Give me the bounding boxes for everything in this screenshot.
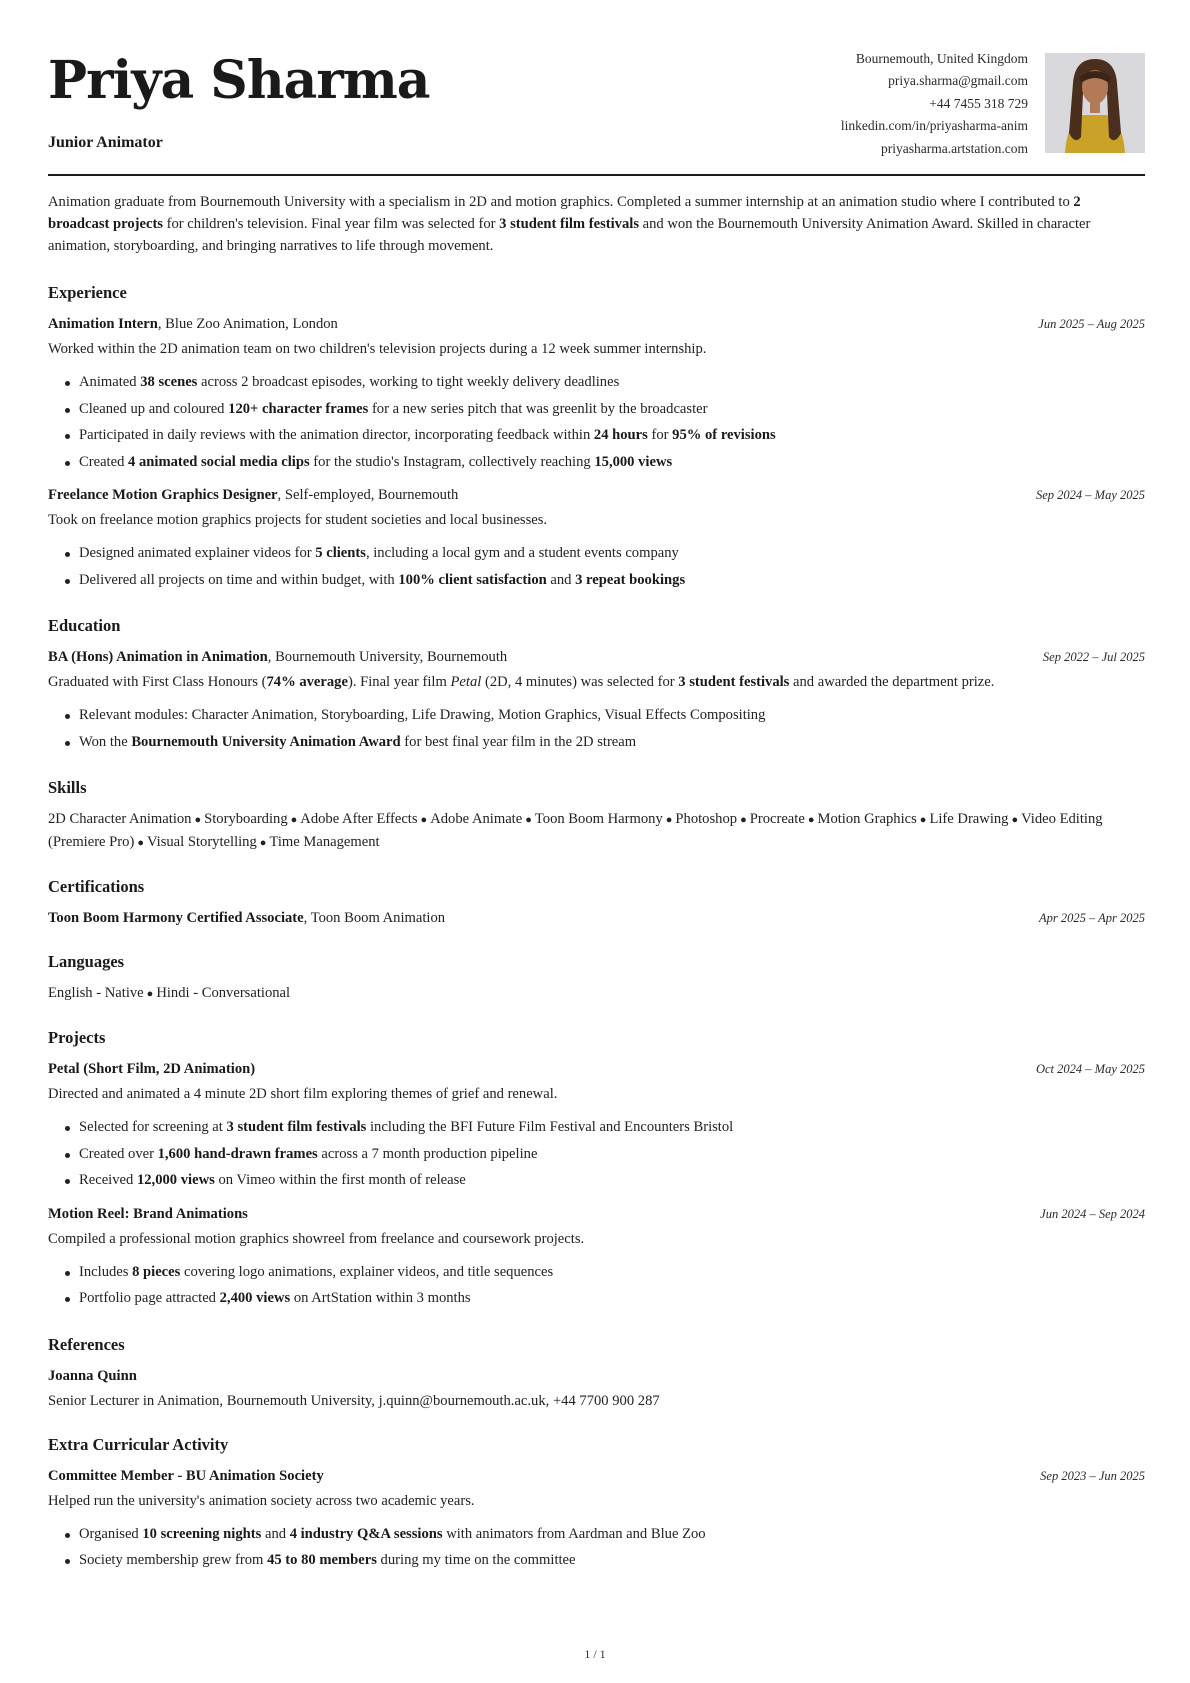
entry-header xyxy=(48,313,1145,335)
page-indicator: 1 / 1 xyxy=(584,1647,606,1661)
entry-heading xyxy=(48,1365,137,1387)
entry-header xyxy=(48,1203,1145,1225)
entry-heading xyxy=(48,907,445,929)
emphasis-text: 3 student film festivals xyxy=(226,1119,367,1135)
bullet-list xyxy=(48,1259,1145,1312)
emphasis-text: 10 screening nights xyxy=(142,1525,262,1542)
section-experience xyxy=(48,282,1145,593)
bullet-item: Society membership grew from 45 to 80 members during my time on the committee xyxy=(79,1547,1145,1574)
contact-location: Bournemouth, United Kingdom xyxy=(855,51,1028,66)
bullet-list xyxy=(48,369,1145,475)
resume-body xyxy=(48,191,1145,1596)
bullet-item: Created 4 animated social media clips for the studio's Instagram, collectively reaching 15,000 views xyxy=(79,449,1145,476)
list-item: Hindi - Conversational xyxy=(156,985,291,1001)
emphasis-text: 95% of revisions xyxy=(672,427,776,443)
entry-organization: , Self-employed, Bournemouth xyxy=(277,487,459,503)
emphasis-text: 45 to 80 members xyxy=(267,1552,377,1568)
bullet-item: Relevant modules: Character Animation, Storyboarding, Life Drawing, Motion Graphics, Visual Effects Compositing xyxy=(79,702,1145,729)
entry-description: Directed and animated a 4 minute 2D short film exploring themes of grief and renewal. xyxy=(48,1086,558,1102)
emphasis-text: 38 scenes xyxy=(140,374,198,390)
list-item: Time Management xyxy=(269,834,380,850)
section-certifications xyxy=(48,876,1145,929)
emphasis-text: 120+ character frames xyxy=(228,400,369,417)
emphasis-text: 3 student film festivals xyxy=(499,216,639,232)
entry-date: Sep 2023 – Jun 2025 xyxy=(1040,1468,1145,1483)
list-item: Adobe Animate xyxy=(430,811,523,827)
section-extracurricular xyxy=(48,1434,1145,1574)
entry xyxy=(48,907,1145,929)
entry-header xyxy=(48,907,1145,929)
job-title: Junior Animator xyxy=(48,134,163,151)
emphasis-text: 3 repeat bookings xyxy=(575,571,686,588)
bullet-separator: ● xyxy=(194,814,202,826)
section-references xyxy=(48,1334,1145,1412)
entry xyxy=(48,484,1145,593)
section-skills xyxy=(48,777,1145,854)
entry-role: BA (Hons) Animation in Animation xyxy=(48,649,268,665)
bullet-list xyxy=(48,1521,1145,1574)
entry xyxy=(48,1365,1145,1412)
entry-date: Apr 2025 – Apr 2025 xyxy=(1038,911,1145,925)
header-divider xyxy=(48,174,1145,176)
entry-date: Jun 2025 – Aug 2025 xyxy=(1038,317,1145,331)
emphasis-text: 74% average xyxy=(266,674,348,690)
resume-page xyxy=(48,0,1145,1568)
bullet-separator: ● xyxy=(259,837,267,849)
section-title: Education xyxy=(48,616,121,635)
list-item: Storyboarding xyxy=(204,811,288,827)
list-item: Toon Boom Harmony xyxy=(534,811,663,827)
entry-date: Oct 2024 – May 2025 xyxy=(1035,1062,1145,1076)
entry-header xyxy=(48,1365,1145,1387)
bullet-item: Designed animated explainer videos for 5 clients, including a local gym and a student events company xyxy=(79,540,1145,567)
languages-list xyxy=(48,982,1145,1005)
contact-block xyxy=(841,48,1028,160)
emphasis-text: 4 industry Q&A sessions xyxy=(289,1525,443,1542)
emphasis-text: 4 animated social media clips xyxy=(128,453,310,470)
entry-role: Joanna Quinn xyxy=(48,1367,137,1384)
section-title: References xyxy=(48,1334,125,1354)
section-title: Certifications xyxy=(48,877,145,896)
section-title: Skills xyxy=(48,778,87,797)
bullet-item: Cleaned up and coloured 120+ character frames for a new series pitch that was greenlit by the broadcaster xyxy=(79,396,1145,423)
entry xyxy=(48,313,1145,475)
bullet-separator: ● xyxy=(290,814,298,826)
list-item: English - Native xyxy=(48,985,144,1001)
entry-date: Jun 2024 – Sep 2024 xyxy=(1040,1206,1145,1221)
entry-heading xyxy=(48,484,458,506)
contact-phone[interactable]: +44 7455 318 729 xyxy=(929,95,1028,111)
entry-heading xyxy=(48,646,507,668)
emphasis-text: Bournemouth University Animation Award xyxy=(131,733,401,750)
entry xyxy=(48,1058,1145,1194)
list-item: Life Drawing xyxy=(929,811,1009,827)
emphasis-text: 24 hours xyxy=(593,427,648,443)
portrait-image xyxy=(1045,53,1145,153)
skills-list xyxy=(48,808,1145,854)
bullet-item: Participated in daily reviews with the animation director, incorporating feedback within 24 hours for 95% of revisions xyxy=(79,422,1145,449)
resume-header xyxy=(48,0,1145,176)
bullet-separator: ● xyxy=(137,837,144,849)
bullet-item: Portfolio page attracted 2,400 views on ArtStation within 3 months xyxy=(79,1285,1145,1312)
entry-role: Freelance Motion Graphics Designer xyxy=(48,487,278,503)
bullet-separator: ● xyxy=(740,814,747,826)
entry-description: Worked within the 2D animation team on two children's television projects during a 12 week summer internship. xyxy=(48,341,707,357)
entry-organization: , Toon Boom Animation xyxy=(303,910,446,926)
entry-description: Senior Lecturer in Animation, Bournemouth University, j.quinn@bournemouth.ac.uk, +44 7700 900 287 xyxy=(48,1392,660,1409)
section-title: Extra Curricular Activity xyxy=(48,1434,229,1454)
italic-text: Petal xyxy=(450,674,482,690)
entry-heading xyxy=(48,313,338,335)
bullet-item: Organised 10 screening nights and 4 industry Q&A sessions with animators from Aardman and Blue Zoo xyxy=(79,1521,1145,1548)
entry-role: Committee Member - BU Animation Society xyxy=(48,1467,324,1484)
entry-heading xyxy=(48,1465,324,1487)
bullet-item: Received 12,000 views on Vimeo within the first month of release xyxy=(79,1167,1145,1194)
summary: Animation graduate from Bournemouth University with a specialism in 2D and motion graphics. Completed a summer internship at an animation studio where I contributed to 2 broadcast projects for children's television. Final year film was selected for 3 student film festivals and won the Bournemouth University Animation Award. Skilled in character animation, storyboarding, and bringing narratives to life through movement. xyxy=(48,194,1091,254)
list-item: 2D Character Animation xyxy=(48,811,192,827)
list-item: Photoshop xyxy=(675,811,738,827)
entry-role: Petal (Short Film, 2D Animation) xyxy=(48,1061,256,1077)
entry-date: Sep 2024 – May 2025 xyxy=(1035,488,1145,502)
entry-organization: , Bournemouth University, Bournemouth xyxy=(267,649,508,665)
bullet-item: Selected for screening at 3 student film festivals including the BFI Future Film Festival and Encounters Bristol xyxy=(79,1114,1145,1141)
entry-description: Took on freelance motion graphics projects for student societies and local businesses. xyxy=(48,512,548,528)
contact-email[interactable]: priya.sharma@gmail.com xyxy=(888,73,1028,89)
emphasis-text: 2,400 views xyxy=(219,1290,291,1306)
entry-header xyxy=(48,484,1145,506)
bullet-item: Delivered all projects on time and within budget, with 100% client satisfaction and 3 repeat bookings xyxy=(79,567,1145,594)
bullet-list xyxy=(48,702,1145,755)
list-item: Video Editing (Premiere Pro) xyxy=(48,811,1103,850)
bullet-item: Animated 38 scenes across 2 broadcast episodes, working to tight weekly delivery deadlines xyxy=(79,369,1145,396)
entry-role: Motion Reel: Brand Animations xyxy=(48,1205,248,1222)
bullet-list xyxy=(48,540,1145,593)
entry-date: Sep 2022 – Jul 2025 xyxy=(1042,650,1145,664)
bullet-separator: ● xyxy=(919,814,927,826)
entry-header xyxy=(48,1058,1145,1080)
emphasis-text: 5 clients xyxy=(315,545,366,561)
emphasis-text: 1,600 hand-drawn frames xyxy=(157,1145,318,1162)
list-item: Visual Storytelling xyxy=(146,834,257,850)
entry-description: Graduated with First Class Honours (74% average). Final year film Petal (2D, 4 minutes) was selected for 3 student festivals and awarded the department prize. xyxy=(48,674,995,690)
bullet-separator: ● xyxy=(1011,814,1019,826)
entry-role: Toon Boom Harmony Certified Associate xyxy=(48,910,304,926)
section-projects xyxy=(48,1027,1145,1312)
list-item: Adobe After Effects xyxy=(300,811,418,827)
section-title: Experience xyxy=(48,283,127,302)
section-title: Languages xyxy=(48,952,125,971)
contact-linkedin[interactable]: linkedin.com/in/priyasharma-anim xyxy=(840,118,1028,134)
emphasis-text: 2 broadcast projects xyxy=(48,194,1081,232)
entry-heading xyxy=(48,1203,248,1225)
section-title: Projects xyxy=(48,1028,106,1047)
section-languages xyxy=(48,951,1145,1005)
emphasis-text: 8 pieces xyxy=(132,1263,181,1280)
list-item: Motion Graphics xyxy=(817,811,917,827)
entry-description: Compiled a professional motion graphics showreel from freelance and coursework projects. xyxy=(48,1230,585,1247)
bullet-separator: ● xyxy=(807,814,815,826)
entry xyxy=(48,1203,1145,1312)
bullet-item: Created over 1,600 hand-drawn frames across a 7 month production pipeline xyxy=(79,1141,1145,1168)
entry-header xyxy=(48,646,1145,668)
bullet-separator: ● xyxy=(525,814,532,826)
bullet-separator: ● xyxy=(665,814,673,826)
section-education xyxy=(48,615,1145,755)
emphasis-text: 15,000 views xyxy=(594,453,673,470)
entry-description: Helped run the university's animation society across two academic years. xyxy=(48,1492,475,1509)
contact-portfolio[interactable]: priyasharma.artstation.com xyxy=(881,140,1028,156)
list-item: Procreate xyxy=(749,811,805,827)
entry xyxy=(48,1465,1145,1574)
entry xyxy=(48,646,1145,755)
entry-role: Animation Intern xyxy=(48,316,158,332)
entry-heading xyxy=(48,1058,255,1080)
bullet-list xyxy=(48,1114,1145,1194)
bullet-item: Won the Bournemouth University Animation Award for best final year film in the 2D stream xyxy=(79,729,1145,756)
entry-organization: , Blue Zoo Animation, London xyxy=(157,316,338,332)
emphasis-text: 12,000 views xyxy=(136,1172,215,1188)
bullet-item: Includes 8 pieces covering logo animations, explainer videos, and title sequences xyxy=(79,1259,1145,1286)
emphasis-text: 100% client satisfaction xyxy=(398,571,547,588)
profile-photo xyxy=(1045,53,1145,153)
emphasis-text: 3 student festivals xyxy=(678,674,790,690)
candidate-name: Priya Sharma xyxy=(48,50,430,111)
bullet-separator: ● xyxy=(146,988,154,1000)
entry-header xyxy=(48,1465,1145,1487)
bullet-separator: ● xyxy=(420,814,428,826)
